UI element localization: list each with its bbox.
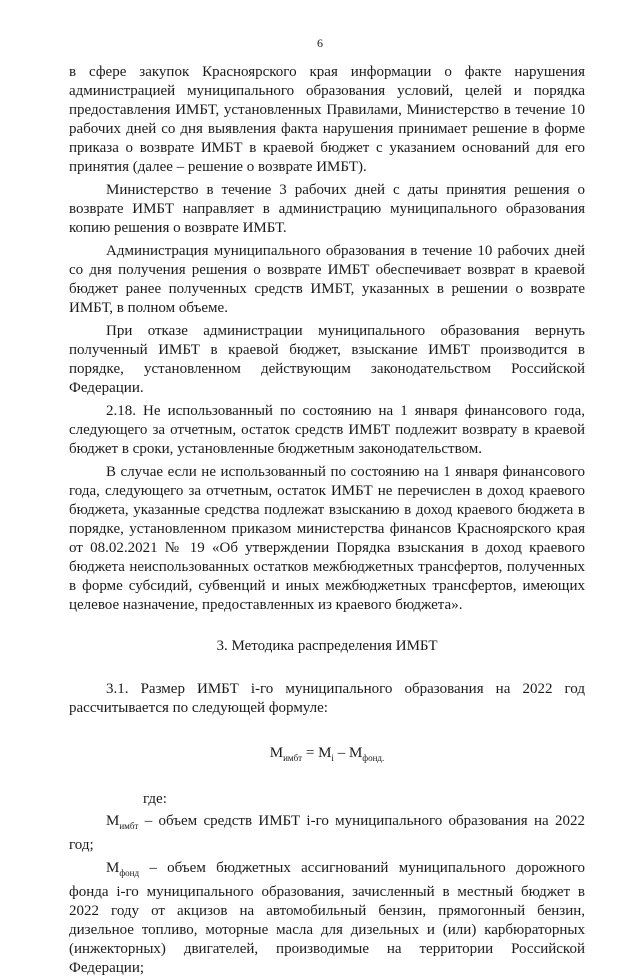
formula bbox=[69, 744, 585, 768]
formula-lhs: М bbox=[269, 745, 284, 761]
formula-mf-sub: фонд. bbox=[362, 753, 385, 763]
formula-mi-sub: i bbox=[331, 753, 334, 763]
def2-sub: фонд bbox=[119, 868, 140, 878]
paragraph-3-1: 3.1. Размер ИМБТ i-го муниципального образования на 2022 год рассчитывается по следующей формуле: bbox=[69, 681, 585, 716]
paragraph-unused-balance: В случае если не использованный по состоянию на 1 января финансового года, следующего за отчетным, остаток ИМБТ не перечислен в доход краевого бюджета, указанные средства подлежат взысканию в доход краевого бюджета в порядке, установленном приказом министерства финансов Красноярского края от 08.02.2021 № 19 «Об утверждении Порядка взыскания в доход краевого бюджета неиспользованных остатков межбюджетных трансфертов, полученных в форме субсидий, субвенций и иных межбюджетных трансфертов, имеющих целевое назначение, предоставленных из краевого бюджета». bbox=[69, 464, 585, 613]
formula-mf: М bbox=[348, 745, 363, 761]
paragraph-violation-decision: в сфере закупок Красноярского края информации о факте нарушения администрацией муниципального образования условий, целей и порядка предоставления ИМБТ, установленных Правилами, Министерство в течение 10 рабочих дней со дня выявления факта нарушения принимает решение в форме приказа о возврате ИМБТ в краевой бюджет с указанием оснований для его принятия (далее – решение о возврате ИМБТ). bbox=[69, 64, 585, 175]
document-body bbox=[69, 63, 585, 978]
where-label: где: bbox=[143, 791, 167, 807]
paragraph-2-18: 2.18. Не использованный по состоянию на 1 января финансового года, следующего за отчетным, остаток средств ИМБТ подлежит возврату в краевой бюджет в сроки, установленные бюджетным законодательством. bbox=[69, 403, 585, 457]
def1-text: – объем средств ИМБТ i-го муниципального образования на 2022 год; bbox=[69, 813, 585, 853]
formula-minus: – bbox=[333, 745, 349, 761]
formula-eq: = bbox=[302, 745, 319, 761]
definition-m-imbt bbox=[69, 812, 585, 855]
section-heading: 3. Методика распределения ИМБТ bbox=[216, 638, 438, 654]
formula-mi: М bbox=[318, 745, 332, 761]
def1-sub: имбт bbox=[119, 821, 139, 831]
page-number: 6 bbox=[317, 36, 323, 50]
formula-lhs-sub: имбт bbox=[283, 753, 303, 763]
paragraph-refusal-collection: При отказе администрации муниципального образования вернуть полученный ИМБТ в краевой бюджет, взыскание ИМБТ производится в порядке, установленном действующим законодательством Российской Федерации. bbox=[69, 323, 585, 396]
def1-symbol: М bbox=[106, 813, 120, 829]
paragraph-ministry-sends-copy: Министерство в течение 3 рабочих дней с даты принятия решения о возврате ИМБТ направляет в администрацию муниципального образования копию решения о возврате ИМБТ. bbox=[69, 182, 585, 236]
definition-m-fond bbox=[69, 859, 585, 978]
def2-text: – объем бюджетных ассигнований муниципального дорожного фонда i-го муниципального образования, зачисленный в местный бюджет в 2022 году от акцизов на автомобильный бензин, прямогонный бензин, дизельное топливо, моторные масла для дизельных и (или) карбюраторных (инжекторных) двигателей, производимые на территории Российской Федерации; bbox=[69, 860, 585, 976]
def2-symbol: М bbox=[106, 860, 120, 876]
paragraph-administration-return: Администрация муниципального образования в течение 10 рабочих дней со дня получения решения о возврате ИМБТ обеспечивает возврат в краевой бюджет ранее полученных средств ИМБТ, указанных в решении о возврате ИМБТ, в полном объеме. bbox=[69, 243, 585, 316]
